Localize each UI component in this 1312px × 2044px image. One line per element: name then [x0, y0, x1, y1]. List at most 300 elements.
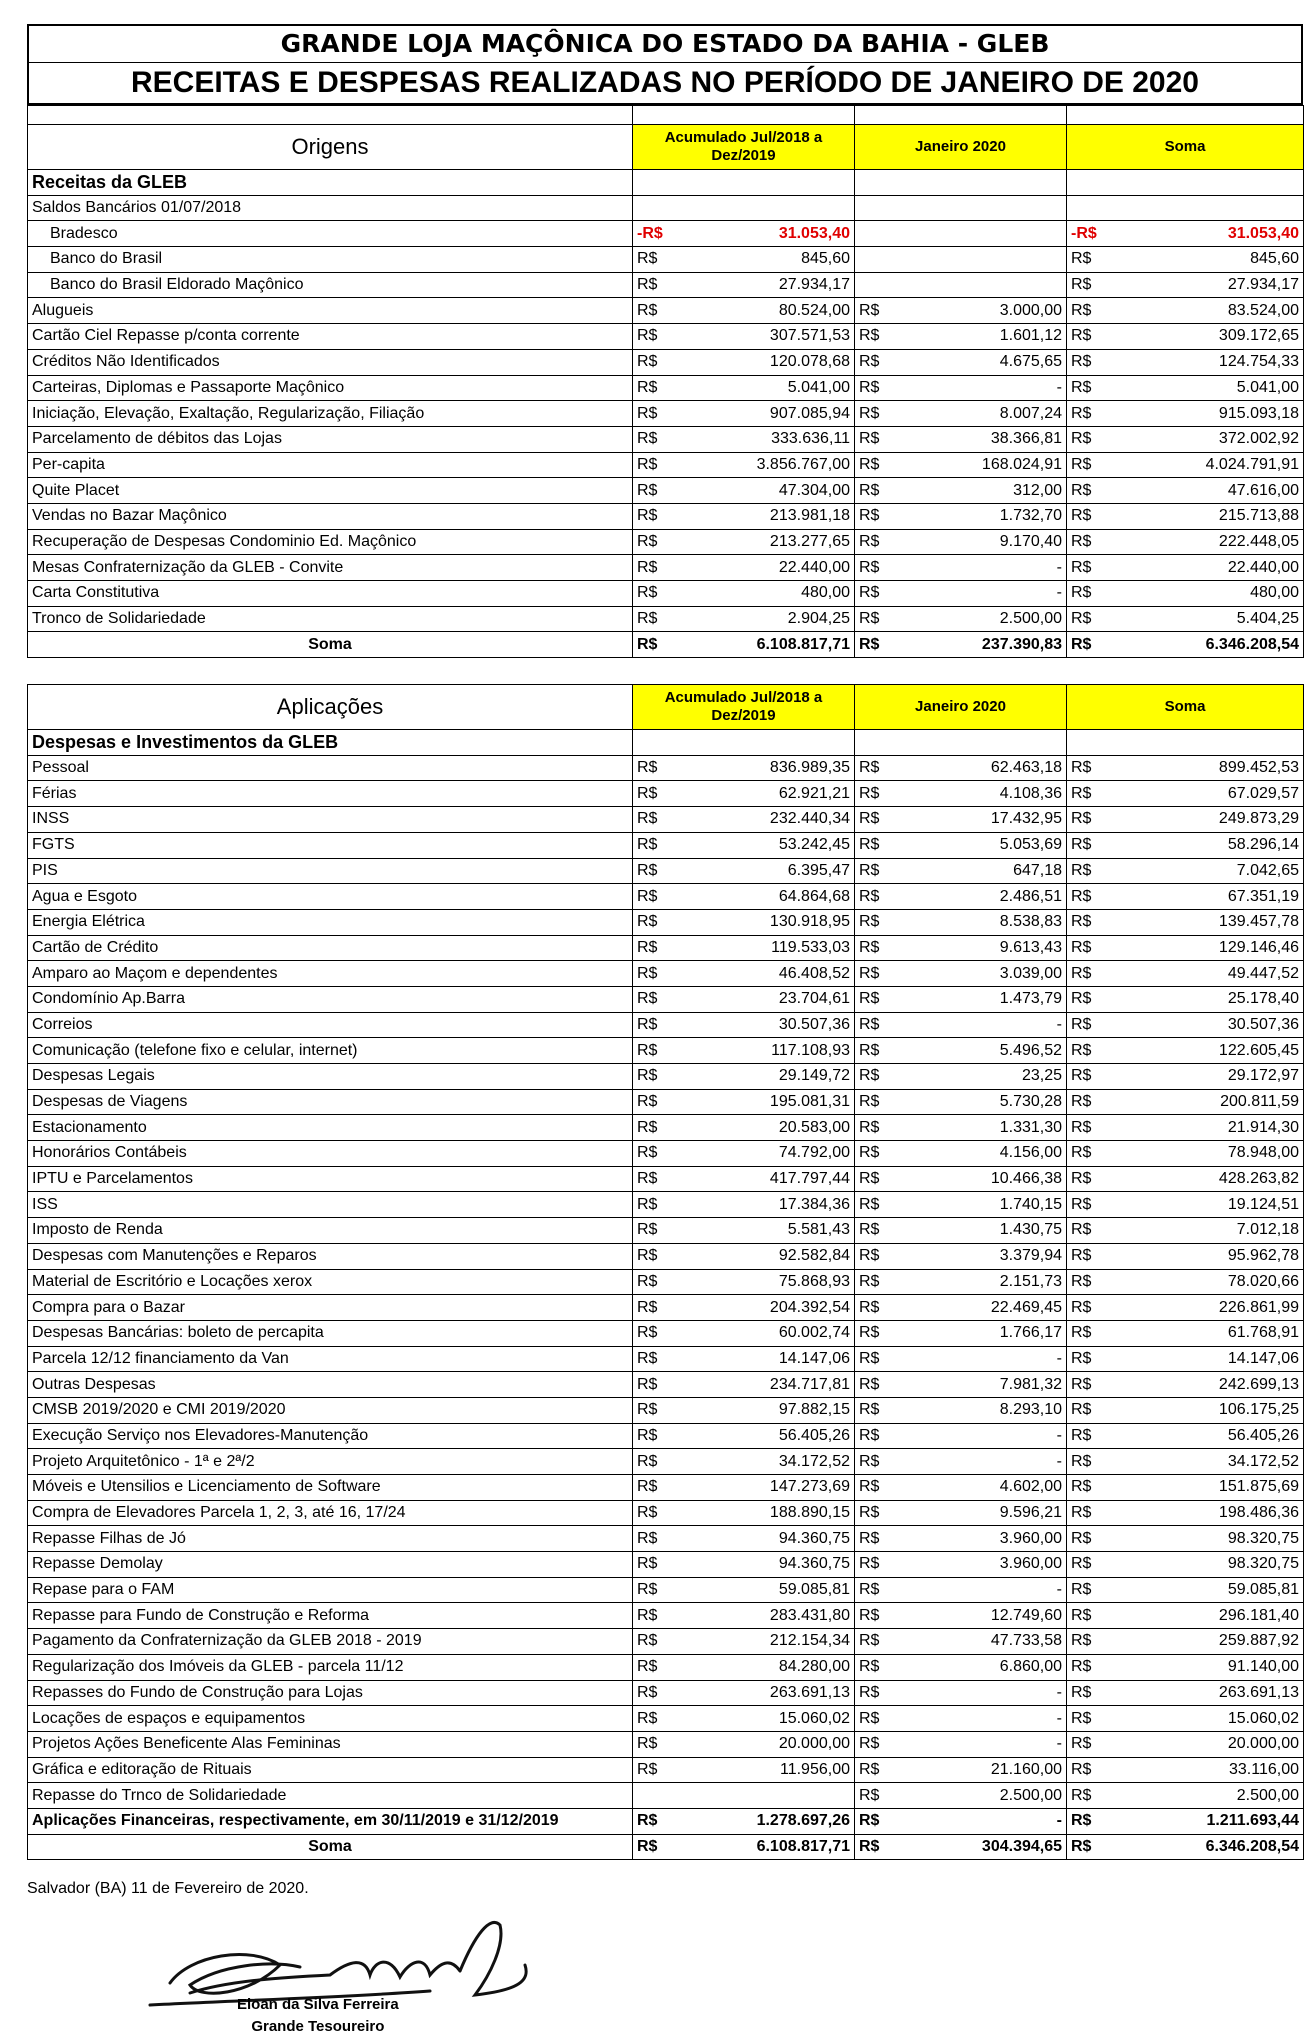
accumulated-cell [633, 755, 855, 781]
sum-cell [1067, 272, 1304, 298]
sum-cell [1067, 221, 1304, 247]
accumulated-cell [633, 1423, 855, 1449]
january-cell [855, 529, 1067, 555]
currency-symbol: R$ [1071, 990, 1092, 1008]
currency-symbol: R$ [637, 990, 658, 1008]
accumulated-cell [633, 1141, 855, 1167]
currency-symbol: R$ [637, 861, 658, 879]
accumulated-cell [633, 1038, 855, 1064]
amount-value: 47.616,00 [1227, 481, 1299, 499]
table-row [28, 195, 1304, 221]
january-cell [855, 1654, 1067, 1680]
currency-symbol: R$ [1071, 759, 1092, 777]
section-title: Aplicações [28, 685, 633, 730]
amount-value: 46.408,52 [778, 964, 850, 982]
column-header-sum: Soma [1067, 685, 1304, 730]
currency-symbol: R$ [1071, 784, 1092, 802]
amount-value: 56.405,26 [1227, 1426, 1299, 1444]
currency-symbol: R$ [637, 1709, 658, 1727]
currency-symbol: R$ [637, 610, 658, 628]
empty-cell [855, 170, 1067, 196]
amount-value: 259.887,92 [1218, 1632, 1299, 1650]
amount-value: 417.797,44 [769, 1170, 850, 1188]
table-row [28, 1680, 1304, 1706]
accumulated-cell [633, 1449, 855, 1475]
row-label: Carteiras, Diplomas e Passaporte Maçônico [28, 375, 633, 401]
amount-value: 899.452,53 [1218, 759, 1299, 777]
currency-symbol: R$ [637, 1375, 658, 1393]
currency-symbol: R$ [859, 1093, 880, 1111]
currency-symbol: R$ [859, 1118, 880, 1136]
currency-symbol: R$ [859, 1067, 880, 1085]
sum-cell [1067, 478, 1304, 504]
currency-symbol: R$ [859, 610, 880, 628]
accumulated-cell [633, 1243, 855, 1269]
sum-cell [1067, 1192, 1304, 1218]
sum-cell [1067, 606, 1304, 632]
table-row [28, 1577, 1304, 1603]
sum-cell [1067, 1397, 1304, 1423]
currency-symbol: R$ [1071, 353, 1092, 371]
currency-symbol: R$ [1071, 1195, 1092, 1213]
currency-symbol: R$ [859, 353, 880, 371]
currency-symbol: R$ [1071, 558, 1092, 576]
row-label: Despesas de Viagens [28, 1089, 633, 1115]
accumulated-cell [633, 1654, 855, 1680]
sum-cell [1067, 247, 1304, 273]
currency-symbol: R$ [859, 964, 880, 982]
sum-cell [1067, 1423, 1304, 1449]
amount-value: 5.053,69 [999, 836, 1062, 854]
amount-value: 31.053,40 [1227, 224, 1299, 242]
january-cell [855, 1243, 1067, 1269]
amount-value: 151.875,69 [1218, 1478, 1299, 1496]
accumulated-cell [633, 1115, 855, 1141]
currency-symbol: R$ [637, 938, 658, 956]
accumulated-cell [633, 1629, 855, 1655]
section-label: Despesas e Investimentos da GLEB [28, 730, 633, 756]
amount-value: 122.605,45 [1218, 1041, 1299, 1059]
currency-symbol: R$ [637, 1760, 658, 1778]
amount-value: 62.921,21 [778, 784, 850, 802]
amount-value: 3.379,94 [999, 1247, 1062, 1265]
sum-cell [1067, 452, 1304, 478]
column-header-january: Janeiro 2020 [855, 125, 1067, 170]
amount-value: 1.278.697,26 [756, 1812, 850, 1830]
currency-symbol: R$ [637, 1735, 658, 1753]
currency-symbol: R$ [637, 913, 658, 931]
currency-symbol: R$ [637, 301, 658, 319]
sum-cell [1067, 1526, 1304, 1552]
sum-cell [1067, 986, 1304, 1012]
sum-cell [1067, 1064, 1304, 1090]
currency-symbol: R$ [637, 784, 658, 802]
currency-symbol: R$ [859, 455, 880, 473]
section-label-row [28, 170, 1304, 196]
january-cell [855, 503, 1067, 529]
amount-value: 27.934,17 [1227, 276, 1299, 294]
row-label: Projetos Ações Beneficente Alas Femininas [28, 1731, 633, 1757]
table-row [28, 247, 1304, 273]
accumulated-cell [633, 1372, 855, 1398]
currency-symbol: R$ [859, 1735, 880, 1753]
amount-value: 3.039,00 [999, 964, 1062, 982]
accumulated-cell [633, 401, 855, 427]
sum-cell [1067, 298, 1304, 324]
total-label: Soma [28, 1834, 633, 1860]
total-row [28, 632, 1304, 658]
sum-cell [1067, 1475, 1304, 1501]
signer-name: Eloan da Silva Ferreira [237, 1996, 399, 2013]
table-row [28, 401, 1304, 427]
amount-value: 6.108.817,71 [756, 1837, 850, 1855]
currency-symbol: R$ [1071, 1375, 1092, 1393]
currency-symbol: R$ [859, 938, 880, 956]
amount-value: 15.060,02 [1227, 1709, 1299, 1727]
amount-value: 94.360,75 [778, 1555, 850, 1573]
january-cell [855, 1397, 1067, 1423]
january-cell [855, 478, 1067, 504]
row-label: Repasses do Fundo de Construção para Lojas [28, 1680, 633, 1706]
row-label: Repasse para Fundo de Construção e Reforma [28, 1603, 633, 1629]
table-row [28, 1603, 1304, 1629]
sum-cell [1067, 349, 1304, 375]
amount-value: 61.768,91 [1227, 1324, 1299, 1342]
january-cell [855, 832, 1067, 858]
amount-value: - [1056, 584, 1062, 602]
row-label: Projeto Arquitetônico - 1ª e 2ª/2 [28, 1449, 633, 1475]
amount-value: - [1056, 1426, 1062, 1444]
accumulated-cell [633, 555, 855, 581]
table-row [28, 606, 1304, 632]
amount-value: 119.533,03 [771, 938, 850, 956]
table-row [28, 1757, 1304, 1783]
amount-value: 312,00 [1013, 481, 1062, 499]
table-row [28, 1141, 1304, 1167]
january-cell [855, 1166, 1067, 1192]
amount-value: 30.507,36 [1227, 1015, 1299, 1033]
empty-cell [28, 106, 633, 125]
row-label: Parcela 12/12 financiamento da Van [28, 1346, 633, 1372]
currency-symbol: R$ [1071, 1529, 1092, 1547]
sum-cell [1067, 1372, 1304, 1398]
empty-cell [1067, 730, 1304, 756]
table-row [28, 1346, 1304, 1372]
amount-value: 130.918,95 [769, 913, 850, 931]
amount-value: 53.242,45 [778, 836, 850, 854]
january-cell [855, 1500, 1067, 1526]
report-title: RECEITAS E DESPESAS REALIZADAS NO PERÍODO DE JANEIRO DE 2020 [29, 62, 1301, 103]
currency-symbol: R$ [1071, 938, 1092, 956]
table-row [28, 1089, 1304, 1115]
amount-value: 27.934,17 [778, 276, 850, 294]
row-label: PIS [28, 858, 633, 884]
amount-value: 22.469,45 [990, 1298, 1062, 1316]
accumulated-cell [633, 581, 855, 607]
accumulated-cell [633, 1295, 855, 1321]
currency-symbol: R$ [859, 1426, 880, 1444]
amount-value: 19.124,51 [1227, 1195, 1299, 1213]
currency-symbol: R$ [637, 430, 658, 448]
amount-value: 372.002,92 [1218, 430, 1299, 448]
january-cell [855, 1089, 1067, 1115]
sum-cell [1067, 401, 1304, 427]
row-label: Per-capita [28, 452, 633, 478]
amount-value: 836.989,35 [769, 759, 850, 777]
amount-value: 80.524,00 [778, 301, 850, 319]
accumulated-cell [633, 986, 855, 1012]
amount-value: 3.856.767,00 [756, 455, 850, 473]
january-cell [855, 935, 1067, 961]
currency-symbol: R$ [637, 584, 658, 602]
currency-symbol: R$ [637, 455, 658, 473]
table-row [28, 1320, 1304, 1346]
table-row [28, 349, 1304, 375]
row-label: Cartão Ciel Repasse p/conta corrente [28, 324, 633, 350]
table-row [28, 1475, 1304, 1501]
sum-cell [1067, 1115, 1304, 1141]
amount-value: 5.041,00 [787, 378, 850, 396]
currency-symbol: R$ [637, 887, 658, 905]
sum-cell [1067, 195, 1304, 221]
currency-symbol: R$ [637, 635, 658, 653]
amount-value: 480,00 [1250, 584, 1299, 602]
row-label: Material de Escritório e Locações xerox [28, 1269, 633, 1295]
sum-cell [1067, 1500, 1304, 1526]
row-label: Pessoal [28, 755, 633, 781]
currency-symbol: R$ [637, 1170, 658, 1188]
january-cell [855, 1475, 1067, 1501]
row-label: Iniciação, Elevação, Exaltação, Regularização, Filiação [28, 401, 633, 427]
empty-cell [633, 730, 855, 756]
currency-symbol: R$ [1071, 507, 1092, 525]
january-cell [855, 1372, 1067, 1398]
row-label: Honorários Contábeis [28, 1141, 633, 1167]
currency-symbol: R$ [859, 327, 880, 345]
table-row [28, 1731, 1304, 1757]
currency-symbol: R$ [859, 887, 880, 905]
january-cell [855, 581, 1067, 607]
currency-symbol: R$ [859, 532, 880, 550]
january-cell [855, 452, 1067, 478]
sum-cell [1067, 1552, 1304, 1578]
amount-value: 78.020,66 [1227, 1272, 1299, 1290]
amount-value: 296.181,40 [1218, 1606, 1299, 1624]
row-label: Gráfica e editoração de Rituais [28, 1757, 633, 1783]
amount-value: 222.448,05 [1218, 532, 1299, 550]
row-label: ISS [28, 1192, 633, 1218]
currency-symbol: R$ [1071, 481, 1092, 499]
amount-value: 195.081,31 [769, 1093, 850, 1111]
currency-symbol: R$ [1071, 1478, 1092, 1496]
amount-value: - [1056, 1452, 1062, 1470]
table-row [28, 1449, 1304, 1475]
accumulated-cell [633, 478, 855, 504]
currency-symbol: R$ [859, 1170, 880, 1188]
table-row [28, 1038, 1304, 1064]
amount-value: 213.277,65 [769, 532, 850, 550]
sum-cell [1067, 1243, 1304, 1269]
currency-symbol: R$ [859, 1195, 880, 1213]
currency-symbol: R$ [1071, 1426, 1092, 1444]
accumulated-cell [633, 349, 855, 375]
currency-symbol: -R$ [1071, 224, 1097, 242]
january-cell [855, 298, 1067, 324]
currency-symbol: R$ [859, 1041, 880, 1059]
currency-symbol: R$ [1071, 1658, 1092, 1676]
column-header-row [28, 685, 1304, 730]
amount-value: 204.392,54 [769, 1298, 850, 1316]
table-row [28, 1269, 1304, 1295]
january-cell [855, 324, 1067, 350]
amount-value: 60.002,74 [778, 1324, 850, 1342]
amount-value: 242.699,13 [1218, 1375, 1299, 1393]
table-row [28, 529, 1304, 555]
currency-symbol: R$ [859, 558, 880, 576]
sum-cell [1067, 1654, 1304, 1680]
row-label: Férias [28, 781, 633, 807]
empty-cell [855, 730, 1067, 756]
amount-value: - [1056, 1581, 1062, 1599]
currency-symbol: R$ [1071, 1581, 1092, 1599]
amount-value: 17.432,95 [990, 810, 1062, 828]
amount-value: 6.860,00 [999, 1658, 1062, 1676]
table-row [28, 1064, 1304, 1090]
table-row [28, 1166, 1304, 1192]
table-row [28, 324, 1304, 350]
accumulated-cell [633, 324, 855, 350]
accumulated-cell [633, 1269, 855, 1295]
column-header-january: Janeiro 2020 [855, 685, 1067, 730]
currency-symbol: R$ [1071, 584, 1092, 602]
amount-value: 106.175,25 [1218, 1401, 1299, 1419]
row-label: Repasse Filhas de Jó [28, 1526, 633, 1552]
amount-value: 67.351,19 [1227, 887, 1299, 905]
amount-value: 30.507,36 [778, 1015, 850, 1033]
currency-symbol: R$ [1071, 1041, 1092, 1059]
accumulated-cell [633, 1731, 855, 1757]
table-row [28, 1654, 1304, 1680]
amount-value: 168.024,91 [981, 455, 1062, 473]
row-label: Repase para o FAM [28, 1577, 633, 1603]
amount-value: 59.085,81 [778, 1581, 850, 1599]
currency-symbol: R$ [859, 1709, 880, 1727]
row-label: Condomínio Ap.Barra [28, 986, 633, 1012]
currency-symbol: R$ [637, 1041, 658, 1059]
january-cell [855, 1449, 1067, 1475]
currency-symbol: R$ [1071, 610, 1092, 628]
table-row [28, 555, 1304, 581]
currency-symbol: R$ [859, 584, 880, 602]
row-label: Alugueis [28, 298, 633, 324]
row-label: Cartão de Crédito [28, 935, 633, 961]
table-row [28, 1218, 1304, 1244]
currency-symbol: R$ [1071, 1118, 1092, 1136]
row-label: Recuperação de Despesas Condominio Ed. Maçônico [28, 529, 633, 555]
currency-symbol: R$ [637, 1093, 658, 1111]
currency-symbol: R$ [637, 810, 658, 828]
currency-symbol: R$ [637, 250, 658, 268]
amount-value: 428.263,82 [1218, 1170, 1299, 1188]
sum-cell [1067, 781, 1304, 807]
amount-value: 147.273,69 [769, 1478, 850, 1496]
currency-symbol: R$ [1071, 1837, 1092, 1855]
amount-value: 188.890,15 [769, 1504, 850, 1522]
section-title: Origens [28, 125, 633, 170]
row-label: Móveis e Utensilios e Licenciamento de Software [28, 1475, 633, 1501]
total-label: Soma [28, 632, 633, 658]
currency-symbol: R$ [859, 1298, 880, 1316]
amount-value: - [1056, 1709, 1062, 1727]
row-label: IPTU e Parcelamentos [28, 1166, 633, 1192]
currency-symbol: R$ [1071, 327, 1092, 345]
row-label: Saldos Bancários 01/07/2018 [28, 195, 633, 221]
amount-value: 6.346.208,54 [1205, 1837, 1299, 1855]
currency-symbol: R$ [1071, 250, 1092, 268]
amount-value: 4.024.791,91 [1205, 455, 1299, 473]
amount-value: 263.691,13 [769, 1683, 850, 1701]
accumulated-cell [633, 1808, 855, 1834]
amount-value: - [1056, 1735, 1062, 1753]
currency-symbol: R$ [859, 1349, 880, 1367]
table-row [28, 1423, 1304, 1449]
table-row [28, 503, 1304, 529]
table-row [28, 298, 1304, 324]
total-row [28, 1834, 1304, 1860]
sum-cell [1067, 375, 1304, 401]
row-label: Compra para o Bazar [28, 1295, 633, 1321]
currency-symbol: R$ [859, 1247, 880, 1265]
currency-symbol: R$ [859, 1015, 880, 1033]
currency-symbol: R$ [859, 1581, 880, 1599]
accumulated-cell [633, 221, 855, 247]
amount-value: 647,18 [1013, 861, 1062, 879]
amount-value: 212.154,34 [769, 1632, 850, 1650]
amount-value: 20.000,00 [1227, 1735, 1299, 1753]
amount-value: 14.147,06 [778, 1349, 850, 1367]
row-label: Quite Placet [28, 478, 633, 504]
sum-cell [1067, 1269, 1304, 1295]
january-cell [855, 755, 1067, 781]
total-accumulated [633, 632, 855, 658]
amount-value: 33.116,00 [1229, 1760, 1299, 1778]
currency-symbol: R$ [859, 378, 880, 396]
currency-symbol: R$ [637, 836, 658, 854]
currency-symbol: R$ [859, 1375, 880, 1393]
currency-symbol: R$ [859, 430, 880, 448]
row-label: Outras Despesas [28, 1372, 633, 1398]
amount-value: 25.178,40 [1227, 990, 1299, 1008]
row-label: Amparo ao Maçom e dependentes [28, 961, 633, 987]
row-label: Estacionamento [28, 1115, 633, 1141]
sum-cell [1067, 1166, 1304, 1192]
accumulated-cell [633, 298, 855, 324]
accumulated-cell [633, 195, 855, 221]
currency-symbol: R$ [1071, 1401, 1092, 1419]
currency-symbol: R$ [1071, 378, 1092, 396]
sum-cell [1067, 1038, 1304, 1064]
currency-symbol: R$ [1071, 964, 1092, 982]
amount-value: 307.571,53 [769, 327, 850, 345]
amount-value: 6.108.817,71 [756, 635, 850, 653]
accumulated-cell [633, 858, 855, 884]
total-sum [1067, 632, 1304, 658]
currency-symbol: R$ [859, 861, 880, 879]
january-cell [855, 1783, 1067, 1809]
row-label: Repasse do Trnco de Solidariedade [28, 1783, 633, 1809]
accumulated-cell [633, 606, 855, 632]
january-cell [855, 1552, 1067, 1578]
